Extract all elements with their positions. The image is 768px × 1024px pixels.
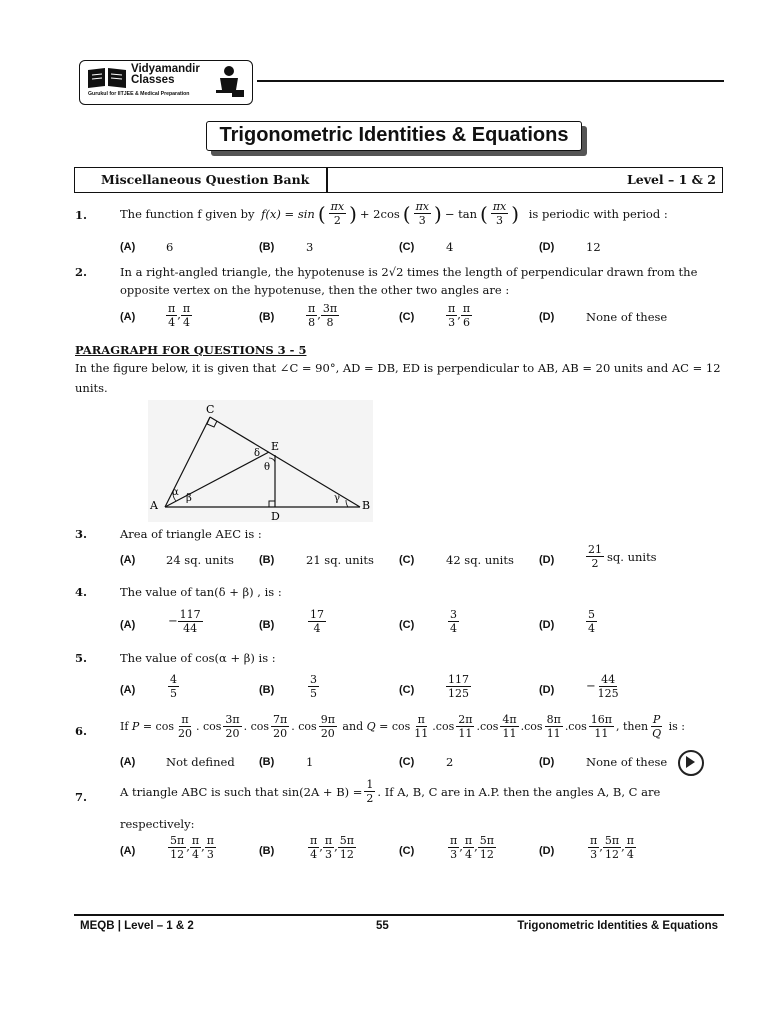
bank-level: Level – 1 & 2 [626, 172, 716, 187]
logo-name: Vidyamandir Classes [131, 63, 200, 86]
q6-option-b-label: (B) [259, 756, 275, 768]
q4-option-d: $\frac{5}{4}$ [588, 608, 595, 635]
q2-option-d: None of these [586, 310, 668, 324]
q4-option-b-label: (B) [259, 619, 275, 631]
book-logo-icon [86, 66, 128, 90]
label-b: B [362, 499, 371, 512]
footer-right: Trigonometric Identities & Equations [517, 920, 718, 932]
q1-text: The function f given by f(x) = sin ( $\frac{\pi x}{2}$ ) + 2cos ( $\frac{\pi x}{3}$ ) − tan ( $\frac{\pi x}{3}$ ) is periodic with period : [120, 200, 668, 227]
q5-option-d: − $\frac{44}{125}$ [586, 673, 619, 700]
q5-option-a: $\frac{4}{5}$ [170, 673, 177, 700]
q2-number: 2. [75, 265, 88, 279]
q6-text: If P = cos $\frac{\pi}{20}$ . cos $\frac{3\pi}{20}$ . cos $\frac{7\pi}{20}$ . cos $\frac{9\pi}{20}$ and Q = cos $\frac{\pi}{11}$ .cos $\frac{2\pi}{11}$ .cos $\frac{4\pi}{11}$ .cos $\frac{8\pi}{11}$ .cos $\frac{16\pi}{11}$ , then $\frac{P}{Q}$ is : [120, 713, 685, 740]
header-rule [257, 80, 724, 82]
q3-option-c-label: (C) [399, 554, 415, 566]
q5-option-c-label: (C) [399, 684, 415, 696]
q3-option-a-label: (A) [120, 554, 136, 566]
q3-option-d-label: (D) [539, 554, 555, 566]
label-e: E [271, 440, 280, 453]
q1-option-b: 3 [306, 240, 314, 254]
bank-title: Miscellaneous Question Bank [101, 172, 310, 187]
q4-number: 4. [75, 585, 88, 599]
page-number: 55 [376, 920, 389, 932]
label-d: D [271, 510, 280, 522]
label-theta: θ [264, 462, 271, 473]
q7-option-d: $\frac{\pi}{3}$ , $\frac{5\pi}{12}$ , $\frac{\pi}{4}$ [590, 834, 635, 861]
q6-option-b: 1 [306, 755, 314, 769]
q6-option-d: None of these [586, 755, 668, 769]
q7-option-d-label: (D) [539, 845, 555, 857]
q2-line2: opposite vertex on the hypotenuse, then the other two angles are : [120, 283, 510, 297]
q1-option-d: 12 [586, 240, 601, 254]
q7-option-a-label: (A) [120, 845, 136, 857]
q1-option-c-label: (C) [399, 241, 415, 253]
q7-option-a: $\frac{5\pi}{12}$ , $\frac{\pi}{4}$ , $\frac{\pi}{3}$ [170, 834, 215, 861]
q4-option-c-label: (C) [399, 619, 415, 631]
label-c: C [206, 403, 215, 416]
q3-option-b: 21 sq. units [306, 553, 374, 567]
q7-text: A triangle ABC is such that sin(2A + B) = $\frac{1}{2}$ . If A, B, C are in A.P. then the angles A, B, C are [120, 778, 661, 805]
q1-option-a: 6 [166, 240, 174, 254]
q7-option-c-label: (C) [399, 845, 415, 857]
paragraph-heading: PARAGRAPH FOR QUESTIONS 3 - 5 [75, 343, 307, 357]
q6-number: 6. [75, 724, 88, 738]
q6-option-c-label: (C) [399, 756, 415, 768]
bank-divider [326, 168, 328, 192]
triangle-figure [148, 400, 373, 522]
q1-option-a-label: (A) [120, 241, 136, 253]
bank-bar [74, 167, 723, 193]
q1-number: 1. [75, 208, 88, 222]
q4-option-a: − $\frac{117}{44}$ [168, 608, 201, 635]
label-alpha: α [172, 487, 179, 498]
footer-rule [74, 914, 724, 916]
q7-line2: respectively: [120, 817, 195, 831]
q6-option-d-label: (D) [539, 756, 555, 768]
q7-option-b: $\frac{\pi}{4}$ , $\frac{\pi}{3}$ , $\frac{5\pi}{12}$ [310, 834, 355, 861]
q7-number: 7. [75, 790, 88, 804]
q2-option-c: $\frac{\pi}{3}$ , $\frac{\pi}{6}$ [448, 302, 471, 329]
q5-number: 5. [75, 651, 88, 665]
page-title: Trigonometric Identities & Equations [206, 121, 582, 151]
paragraph-line2: units. [75, 381, 108, 395]
label-beta: β [186, 493, 192, 504]
q5-text: The value of cos(α + β) is : [120, 651, 276, 665]
q7-option-c: $\frac{\pi}{3}$ , $\frac{\pi}{4}$ , $\frac{5\pi}{12}$ [450, 834, 495, 861]
q4-option-d-label: (D) [539, 619, 555, 631]
q3-option-b-label: (B) [259, 554, 275, 566]
student-logo-icon [212, 64, 246, 98]
q2-option-b: $\frac{\pi}{8}$ , $\frac{3\pi}{8}$ [308, 302, 338, 329]
label-gamma: γ [334, 493, 340, 504]
q6-option-c: 2 [446, 755, 454, 769]
q6-option-a-label: (A) [120, 756, 136, 768]
q5-option-a-label: (A) [120, 684, 136, 696]
q5-option-d-label: (D) [539, 684, 555, 696]
footer-left: MEQB | Level – 1 & 2 [80, 920, 194, 932]
q5-option-c: $\frac{117}{125}$ [448, 673, 469, 700]
q2-option-a: $\frac{\pi}{4}$ , $\frac{\pi}{4}$ [168, 302, 191, 329]
q1-option-c: 4 [446, 240, 454, 254]
q2-line1: In a right-angled triangle, the hypotenuse is 2√2 times the length of perpendicular drawn from the [120, 265, 698, 279]
logo-tagline: Gurukul for IITJEE & Medical Preparation [88, 91, 190, 97]
q3-option-a: 24 sq. units [166, 553, 234, 567]
q2-option-b-label: (B) [259, 311, 275, 323]
q2-option-a-label: (A) [120, 311, 136, 323]
label-delta: δ [254, 448, 261, 459]
q1-option-b-label: (B) [259, 241, 275, 253]
q4-option-a-label: (A) [120, 619, 136, 631]
q4-text: The value of tan(δ + β) , is : [120, 585, 282, 599]
label-a: A [150, 499, 158, 512]
q3-number: 3. [75, 527, 88, 541]
q3-option-c: 42 sq. units [446, 553, 514, 567]
q1-option-d-label: (D) [539, 241, 555, 253]
q6-option-a: Not defined [166, 755, 235, 769]
q5-option-b: $\frac{3}{5}$ [310, 673, 317, 700]
play-icon[interactable] [686, 756, 695, 768]
q7-option-b-label: (B) [259, 845, 275, 857]
q3-option-d: $\frac{21}{2}$ sq. units [588, 543, 657, 570]
q2-option-c-label: (C) [399, 311, 415, 323]
paragraph-line1: In the figure below, it is given that ∠C = 90°, AD = DB, ED is perpendicular to AB, AB = 20 units and AC = 12 [75, 361, 721, 375]
q4-option-b: $\frac{17}{4}$ [310, 608, 324, 635]
q2-option-d-label: (D) [539, 311, 555, 323]
q4-option-c: $\frac{3}{4}$ [450, 608, 457, 635]
q3-text: Area of triangle AEC is : [120, 527, 262, 541]
q5-option-b-label: (B) [259, 684, 275, 696]
